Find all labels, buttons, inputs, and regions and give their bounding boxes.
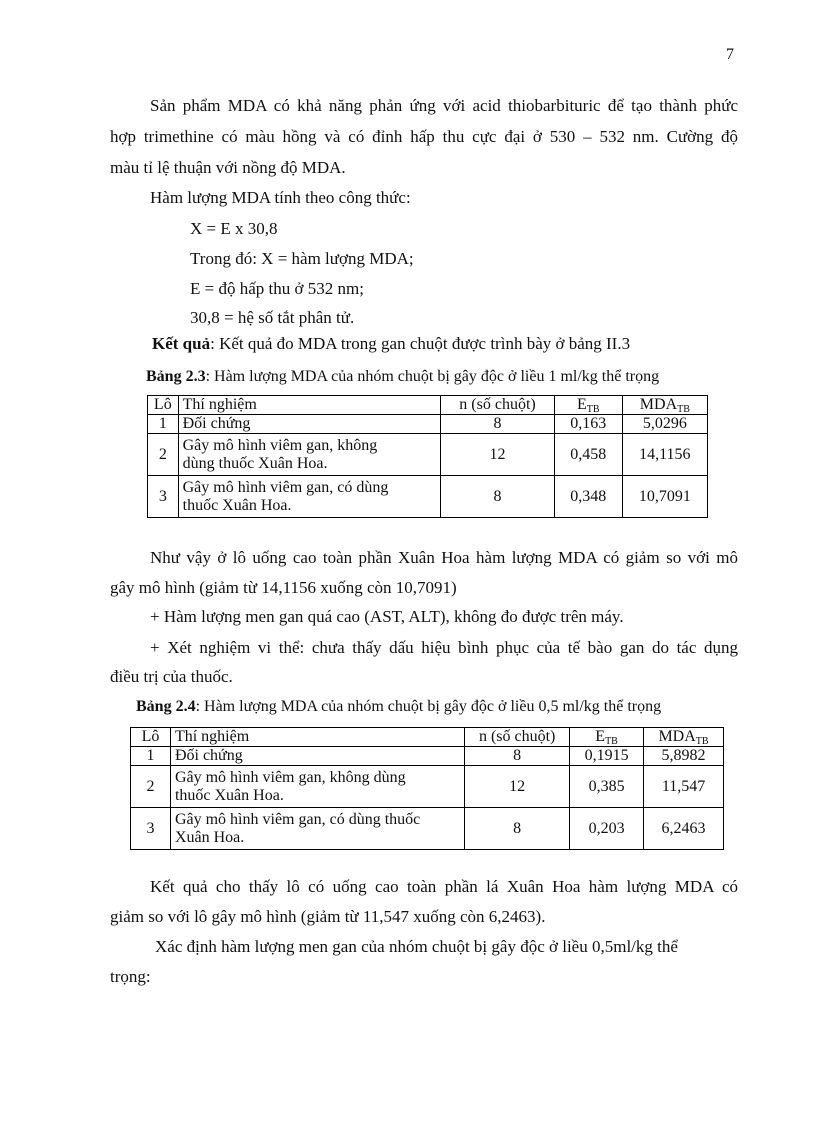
table-header-row xyxy=(131,728,724,747)
cell-e: 0,203 xyxy=(570,808,644,850)
text-line: Như vậy ở lô uống cao toàn phần Xuân Hoa hàm lượng MDA có giảm so với mô xyxy=(150,548,738,567)
table1-caption xyxy=(146,367,659,387)
table2-caption-text: : Hàm lượng MDA của nhóm chuột bị gây độc ở liều 0,5 ml/kg thể trọng xyxy=(195,698,662,715)
table-mda-1ml xyxy=(147,395,708,518)
formula-coefficient-definition: 30,8 = hệ số tắt phân tử. xyxy=(190,308,355,327)
cell-mda: 11,547 xyxy=(644,766,724,808)
table-header-row xyxy=(148,396,708,415)
cell-mda: 14,1156 xyxy=(622,434,707,476)
text-line: màu tỉ lệ thuận với nồng độ MDA. xyxy=(110,158,346,177)
cell-lot: 1 xyxy=(148,415,179,434)
table-row xyxy=(148,476,708,518)
page-number: 7 xyxy=(726,46,734,63)
cell-experiment: Gây mô hình viêm gan, có dùng thuốc Xuân Hoa. xyxy=(178,476,441,518)
cell-n: 8 xyxy=(465,747,570,766)
header-experiment: Thí nghiệm xyxy=(178,396,441,415)
formula: X = E x 30,8 xyxy=(190,219,278,238)
formula-e-definition: E = độ hấp thu ở 532 nm; xyxy=(190,279,364,298)
formula-where: Trong đó: X = hàm lượng MDA; xyxy=(190,249,414,268)
header-lot: Lô xyxy=(131,728,171,747)
text-line: Xác định hàm lượng men gan của nhóm chuột bị gây độc ở liều 0,5ml/kg thể xyxy=(155,937,678,956)
header-mda: $MDA_{TB}$ xyxy=(622,396,707,415)
cell-lot: 1 xyxy=(131,747,171,766)
text-line: Kết quả cho thấy lô có uống cao toàn phần lá Xuân Hoa hàm lượng MDA có xyxy=(150,877,738,896)
text-line: hợp trimethine có màu hồng và có đỉnh hấp thu cực đại ở 530 – 532 nm. Cường độ xyxy=(110,127,738,146)
result-line xyxy=(152,334,630,354)
header-lot: Lô xyxy=(148,396,179,415)
cell-e: 0,1915 xyxy=(570,747,644,766)
table-row xyxy=(131,766,724,808)
text-line: + Xét nghiệm vi thể: chưa thấy dấu hiệu bình phục của tế bào gan do tác dụng xyxy=(150,638,738,657)
bullet-liver-enzymes: + Hàm lượng men gan quá cao (AST, ALT), không đo được trên máy. xyxy=(150,607,624,626)
cell-lot: 3 xyxy=(148,476,179,518)
cell-n: 8 xyxy=(441,415,555,434)
cell-mda: 6,2463 xyxy=(644,808,724,850)
cell-experiment: Đối chứng xyxy=(178,415,441,434)
cell-lot: 2 xyxy=(131,766,171,808)
cell-e: 0,458 xyxy=(554,434,622,476)
cell-lot: 2 xyxy=(148,434,179,476)
text-line: Sản phẩm MDA có khả năng phản ứng với acid thiobarbituric để tạo thành phức xyxy=(150,96,738,115)
table-row xyxy=(131,747,724,766)
table1-caption-label: Bảng 2.3 xyxy=(146,368,206,385)
text-line: gây mô hình (giảm từ 14,1156 xuống còn 10,7091) xyxy=(110,578,457,597)
table-row xyxy=(131,808,724,850)
header-experiment: Thí nghiệm xyxy=(170,728,464,747)
cell-experiment: Đối chứng xyxy=(170,747,464,766)
cell-n: 12 xyxy=(465,766,570,808)
cell-experiment: Gây mô hình viêm gan, không dùng thuốc Xuân Hoa. xyxy=(178,434,441,476)
header-e: $E_{TB}$ xyxy=(570,728,644,747)
cell-e: 0,163 xyxy=(554,415,622,434)
result-text: : Kết quả đo MDA trong gan chuột được trình bày ở bảng II.3 xyxy=(210,334,631,353)
formula-intro: Hàm lượng MDA tính theo công thức: xyxy=(150,188,411,207)
table-row xyxy=(148,434,708,476)
header-mda: $MDA_{TB}$ xyxy=(644,728,724,747)
cell-mda: 5,0296 xyxy=(622,415,707,434)
table2-caption xyxy=(136,697,661,717)
cell-experiment: Gây mô hình viêm gan, không dùng thuốc Xuân Hoa. xyxy=(170,766,464,808)
header-n: n (số chuột) xyxy=(465,728,570,747)
text-line: giảm so với lô gây mô hình (giảm từ 11,547 xuống còn 6,2463). xyxy=(110,907,546,926)
table2-caption-label: Bảng 2.4 xyxy=(136,698,196,715)
cell-n: 8 xyxy=(441,476,555,518)
header-e: $E_{TB}$ xyxy=(554,396,622,415)
text-line: điều trị của thuốc. xyxy=(110,667,233,686)
cell-n: 12 xyxy=(441,434,555,476)
header-n: n (số chuột) xyxy=(441,396,555,415)
table-row xyxy=(148,415,708,434)
cell-lot: 3 xyxy=(131,808,171,850)
result-label: Kết quả xyxy=(152,334,211,353)
cell-mda: 5,8982 xyxy=(644,747,724,766)
text-line: trọng: xyxy=(110,967,151,986)
cell-n: 8 xyxy=(465,808,570,850)
cell-experiment: Gây mô hình viêm gan, có dùng thuốc Xuân Hoa. xyxy=(170,808,464,850)
table1-caption-text: : Hàm lượng MDA của nhóm chuột bị gây độc ở liều 1 ml/kg thể trọng xyxy=(205,368,660,385)
cell-e: 0,385 xyxy=(570,766,644,808)
cell-e: 0,348 xyxy=(554,476,622,518)
cell-mda: 10,7091 xyxy=(622,476,707,518)
table-mda-05ml xyxy=(130,727,724,850)
